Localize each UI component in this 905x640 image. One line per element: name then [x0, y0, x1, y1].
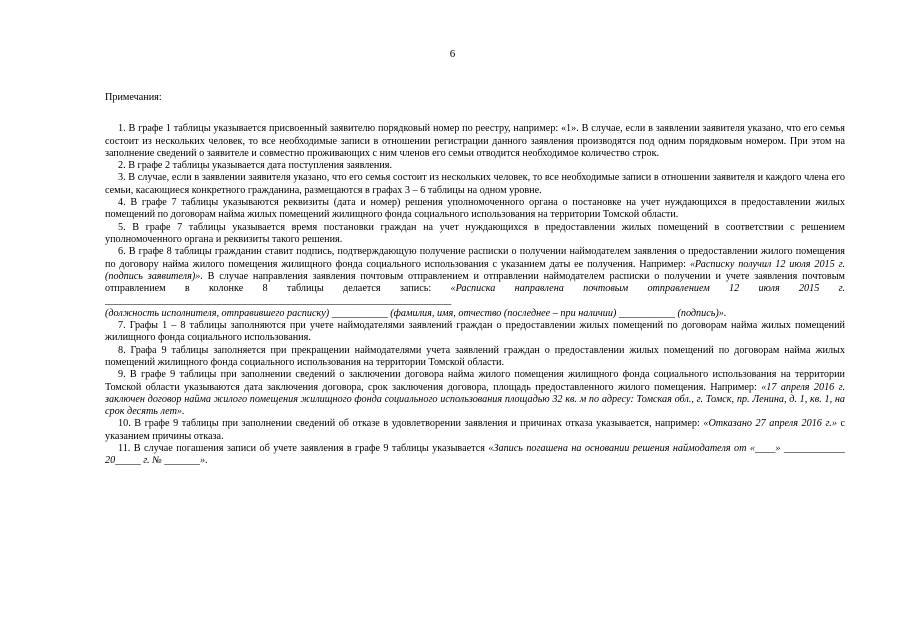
- note-10: [105, 418, 845, 443]
- note-1: 1. В графе 1 таблицы указывается присвоенный заявителю порядковый номер по реестру, например: «1». В случае, если в заявлении заявителя указано, что его семья состоит из нескольких человек, то все необходимые записи в отношении регистрации данного заявления производятся под одним порядковым номером. При этом на заполнение сведений о заявителе и совместно проживающих с ним членов его семьи отводится необходимое количество строк.: [105, 123, 845, 159]
- note-11: [105, 443, 845, 468]
- note-6-example: «Расписку получил 12 июля 2015 г. (подпись заявителя)».: [105, 258, 845, 282]
- note-9-example: «17 апреля 2016 г. заключен договор найма жилого помещения жилищного фонда социального использования площадью 32 кв. м по адресу: Томская обл., г. Томск, пр. Ленина, д. 1, кв. 1, на срок десять лет».: [105, 381, 846, 418]
- note-7: 7. Графы 1 – 8 таблицы заполняются при учете наймодателями заявлений граждан о предоставлении жилых помещений по договорам найма жилых помещений жилищного фонда социального использования.: [105, 320, 845, 344]
- note-11-end: .: [205, 455, 208, 467]
- note-6-record: «Расписка направлена почтовым отправлением 12 июля 2015 г. ____________________________________________________________________: [105, 283, 845, 307]
- notes-heading: Примечания:: [105, 92, 162, 103]
- note-10-text-2: с указанием причины отказа.: [105, 418, 846, 442]
- note-9: [105, 369, 845, 418]
- note-11-example: «Запись погашена на основании решения наймодателя от «____» ____________ 20_____ г. № _______»: [105, 443, 845, 467]
- note-3: 3. В случае, если в заявлении заявителя указано, что его семья состоит из нескольких человек, то все необходимые записи в отношении заявителя и каждого члена его семьи, касающиеся конкретного гражданина, размещаются в графах 3 – 6 таблицы на одном уровне.: [105, 172, 845, 196]
- note-6-signature-line: (должность исполнителя, отправившего расписку) ___________ (фамилия, имя, отчество (последнее – при наличии) ___________ (подпись)».: [105, 307, 727, 319]
- note-8: 8. Графа 9 таблицы заполняется при прекращении наймодателями учета заявлений граждан о предоставлении жилых помещений по договорам найма жилых помещений жилищного фонда социального использования на территории Томской области.: [105, 344, 845, 368]
- note-4: 4. В графе 7 таблицы указываются реквизиты (дата и номер) решения уполномоченного органа о постановке на учет нуждающихся в предоставлении жилых помещений по договорам найма жилых помещений жилищного фонда социального использования на территории Томской области.: [105, 197, 845, 221]
- note-6-text-2: В случае направления заявления почтовым отправлением и отправлении наймодателем расписки о получении и учете заявления почтовым отправлением в колонке 8 таблицы делается запись:: [105, 270, 845, 295]
- note-9-text: 9. В графе 9 таблицы при заполнении сведений о заключении договора найма жилого помещения жилищного фонда социального использования на территории Томской области указываются дата заключения договора, срок заключения договора, площадь предоставленного жилого помещения. Например:: [105, 369, 845, 393]
- note-6-text: 6. В графе 8 таблицы гражданин ставит подпись, подтверждающую получение расписки о получении наймодателем заявления о предоставлении жилого помещения по договору найма жилого помещения жилищного фонда социального использования с указанием даты ее получения. Например:: [105, 246, 845, 270]
- note-6: [105, 246, 845, 307]
- note-11-text: 11. В случае погашения записи об учете заявления в графе 9 таблицы указывается: [118, 443, 489, 455]
- page-number: 6: [449, 48, 456, 60]
- note-10-text: 10. В графе 9 таблицы при заполнении сведений об отказе в удовлетворении заявления и причинах отказа указывается, например:: [118, 418, 704, 430]
- note-10-example: «Отказано 27 апреля 2016 г.»: [703, 418, 837, 430]
- note-2: 2. В графе 2 таблицы указывается дата поступления заявления.: [118, 160, 393, 172]
- document-body: [105, 92, 845, 468]
- note-5: 5. В графе 7 таблицы указывается время постановки граждан на учет нуждающихся в предоставлении жилых помещений в соответствии с решением уполномоченного органа и реквизиты такого решения.: [105, 221, 845, 245]
